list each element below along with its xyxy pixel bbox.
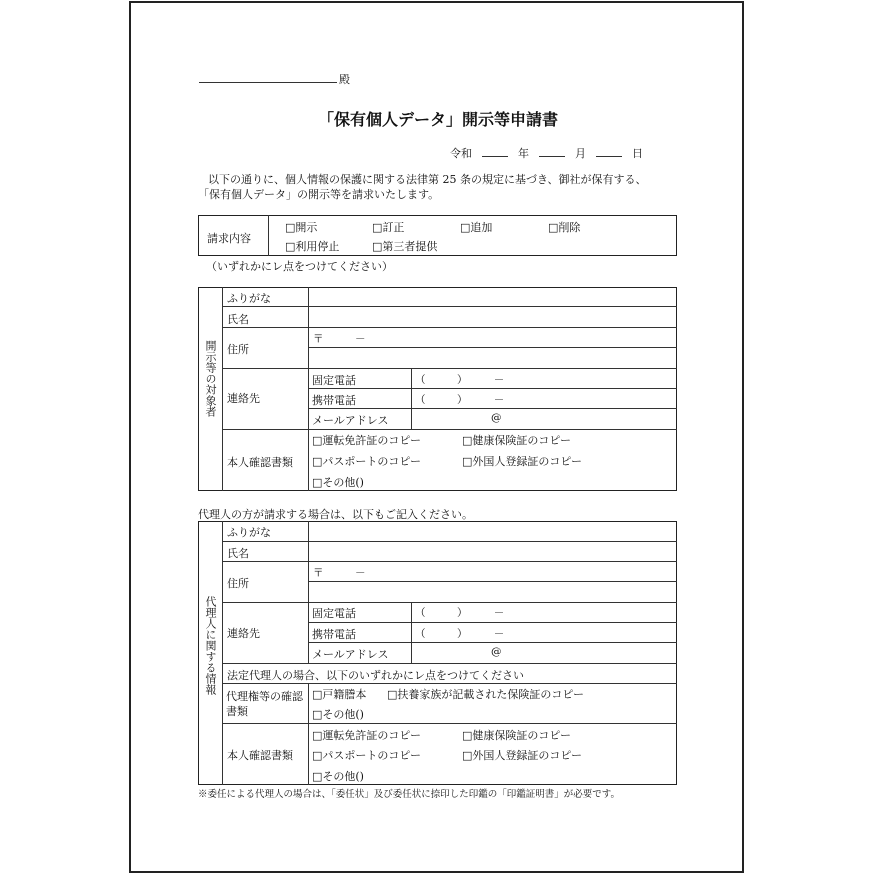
date-line — [450, 145, 643, 161]
addressee-suffix: 殿 — [339, 73, 350, 86]
agent-postal[interactable]: 〒 － — [313, 567, 366, 579]
subject-doc-insurance[interactable]: □健康保険証のコピー — [462, 434, 571, 447]
date-month-field[interactable] — [539, 146, 565, 157]
date-era: 令和 — [450, 147, 472, 160]
intro-line-1: 以下の通りに、個人情報の保護に関する法律第 25 条の規定に基づき、御社が保有する、 — [208, 173, 647, 186]
subject-email-at[interactable]: @ — [491, 412, 502, 424]
agent-doc-license[interactable]: □運転免許証のコピー — [312, 729, 421, 742]
agent-doc-alien-reg[interactable]: □外国人登録証のコピー — [462, 749, 582, 762]
agent-email-label: メールアドレス — [312, 648, 389, 661]
request-table — [198, 215, 677, 256]
agent-landline-label: 固定電話 — [312, 607, 356, 620]
subject-id-docs-label: 本人確認書類 — [227, 456, 293, 469]
document-title: 「保有個人データ」開示等申請書 — [317, 110, 558, 129]
agent-authority-other[interactable]: □その他() — [312, 708, 364, 721]
agent-landline-field[interactable]: （ ） － — [415, 607, 505, 619]
option-add[interactable]: □追加 — [460, 221, 493, 234]
agent-address-label: 住所 — [227, 577, 249, 590]
request-label: 請求内容 — [207, 232, 251, 245]
request-note: （いずれかにレ点をつけてください） — [206, 260, 393, 273]
agent-legal-note: 法定代理人の場合、以下のいずれかにレ点をつけてください — [227, 669, 524, 682]
agent-doc-insurance[interactable]: □健康保険証のコピー — [462, 729, 571, 742]
agent-id-docs-label: 本人確認書類 — [227, 749, 293, 762]
agent-side-label: 代理人に関する情報 — [204, 596, 217, 695]
subject-email-label: メールアドレス — [312, 414, 389, 427]
agent-authority-insurance[interactable]: □扶養家族が記載された保険証のコピー — [387, 688, 584, 701]
subject-address-label: 住所 — [227, 343, 249, 356]
option-disclose[interactable]: □開示 — [285, 221, 318, 234]
subject-mobile-label: 携帯電話 — [312, 394, 356, 407]
subject-side-label: 開示等の対象者 — [204, 340, 217, 417]
agent-authority-koseki[interactable]: □戸籍謄本 — [312, 688, 367, 701]
agent-furigana-label: ふりがな — [227, 526, 271, 539]
addressee-line[interactable] — [199, 82, 337, 83]
date-year-label: 年 — [518, 147, 529, 160]
agent-email-at[interactable]: @ — [491, 646, 502, 658]
subject-landline-field[interactable]: （ ） － — [415, 374, 505, 386]
agent-doc-passport[interactable]: □パスポートのコピー — [312, 749, 421, 762]
agent-mobile-field[interactable]: （ ） － — [415, 628, 505, 640]
subject-doc-passport[interactable]: □パスポートのコピー — [312, 455, 421, 468]
subject-doc-license[interactable]: □運転免許証のコピー — [312, 434, 421, 447]
subject-doc-other[interactable]: □その他() — [312, 476, 364, 489]
subject-doc-alien-reg[interactable]: □外国人登録証のコピー — [462, 455, 582, 468]
subject-landline-label: 固定電話 — [312, 374, 356, 387]
subject-contact-label: 連絡先 — [227, 392, 260, 405]
date-day-field[interactable] — [596, 146, 622, 157]
agent-authority-label: 代理権等の確認書類 — [226, 690, 303, 718]
subject-postal[interactable]: 〒 － — [313, 333, 366, 345]
subject-furigana-label: ふりがな — [227, 292, 271, 305]
option-correct[interactable]: □訂正 — [372, 221, 405, 234]
footnote: ※委任による代理人の場合は、「委任状」及び委任状に捺印した印鑑の「印鑑証明書」が必要です。 — [198, 789, 620, 800]
subject-mobile-field[interactable]: （ ） － — [415, 394, 505, 406]
date-day-label: 日 — [632, 147, 643, 160]
agent-doc-other[interactable]: □その他() — [312, 770, 364, 783]
agent-intro: 代理人の方が請求する場合は、以下もご記入ください。 — [198, 508, 473, 521]
option-suspend[interactable]: □利用停止 — [285, 240, 340, 253]
agent-mobile-label: 携帯電話 — [312, 628, 356, 641]
date-month-label: 月 — [575, 147, 586, 160]
subject-name-label: 氏名 — [227, 313, 249, 326]
date-year-field[interactable] — [482, 146, 508, 157]
option-delete[interactable]: □削除 — [548, 221, 581, 234]
option-third-party[interactable]: □第三者提供 — [372, 240, 438, 253]
intro-line-2: 「保有個人データ」の開示等を請求いたします。 — [198, 188, 440, 201]
agent-name-label: 氏名 — [227, 547, 249, 560]
agent-contact-label: 連絡先 — [227, 627, 260, 640]
